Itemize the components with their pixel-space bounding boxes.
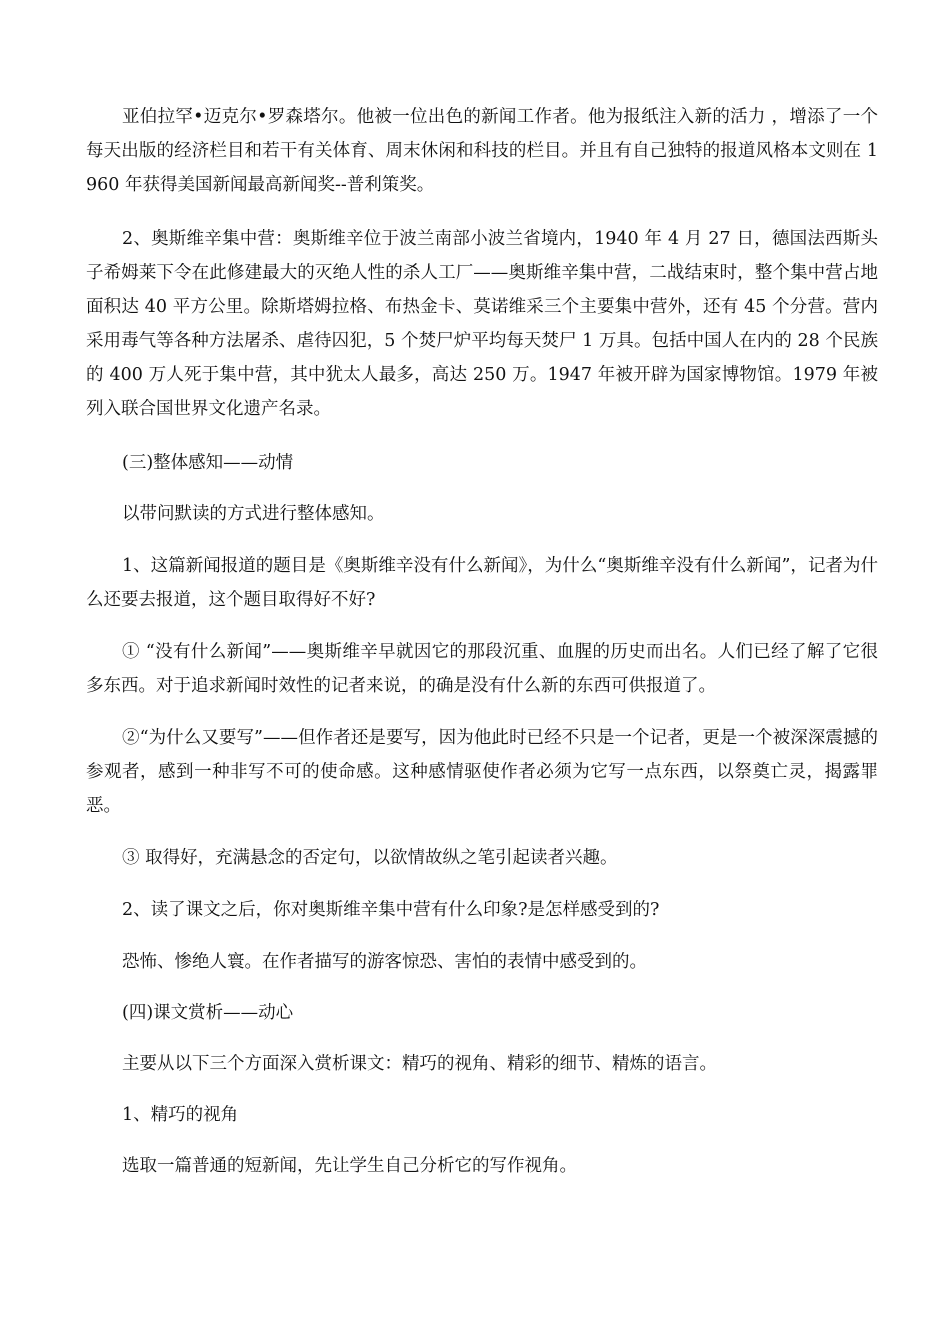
paragraph-appreciation-overview: 主要从以下三个方面深入赏析课文：精巧的视角、精彩的细节、精炼的语言。 bbox=[122, 1054, 717, 1074]
paragraph-reading-method: 以带问默读的方式进行整体感知。 bbox=[122, 504, 385, 524]
question-1: 1、这篇新闻报道的题目是《奥斯维辛没有什么新闻》，为什么“奥斯维辛没有什么新闻”，记者为什么还要去报道，这个题目取得好不好? bbox=[86, 556, 878, 610]
answer-1-point-2: ②“为什么又要写”——但作者还是要写，因为他此时已经不只是一个记者，更是一个被深深震撼的参观者，感到一种非写不可的使命感。这种感情驱使作者必须为它写一点东西，以祭奠亡灵，揭露罪恶。 bbox=[86, 728, 878, 816]
subheading-perspective: 1、精巧的视角 bbox=[122, 1105, 239, 1125]
answer-2: 恐怖、惨绝人寰。在作者描写的游客惊恐、害怕的表情中感受到的。 bbox=[122, 952, 647, 972]
answer-1-point-3: ③ 取得好，充满悬念的否定句，以欲情故纵之笔引起读者兴趣。 bbox=[122, 848, 618, 868]
paragraph-perspective-activity: 选取一篇普通的短新闻，先让学生自己分析它的写作视角。 bbox=[122, 1156, 577, 1176]
paragraph-author-intro: 亚伯拉罕•迈克尔•罗森塔尔。他被一位出色的新闻工作者。他为报纸注入新的活力 ，增添了一个每天出版的经济栏目和若干有关体育、周末休闲和科技的栏目。并且有自己独特的报道风格本文则在 1960 年获得美国新闻最高新闻奖--普利策奖。 bbox=[86, 107, 878, 195]
paragraph-auschwitz-background: 2、奥斯维辛集中营：奥斯维辛位于波兰南部小波兰省境内，1940 年 4 月 27 日，德国法西斯头子希姆莱下令在此修建最大的灭绝人性的杀人工厂——奥斯维辛集中营，二战结束时，整个集中营占地面积达 40 平方公里。除斯塔姆拉格、布热金卡、莫诺维采三个主要集中营外，还有 45 个分营。营内采用毒气等各种方法屠杀、虐待囚犯，5 个焚尸炉平均每天焚尸 1 万具。包括中国人在内的 28 个民族的 400 万人死于集中营，其中犹太人最多，高达 250 万。1947 年被开辟为国家博物馆。1979 年被列入联合国世界文化遗产名录。 bbox=[86, 229, 878, 419]
answer-1-point-1: ① “没有什么新闻”——奥斯维辛早就因它的那段沉重、血腥的历史而出名。人们已经了解了它很多东西。对于追求新闻时效性的记者来说，的确是没有什么新的东西可供报道了。 bbox=[86, 642, 878, 696]
section-heading-text-appreciation: (四)课文赏析——动心 bbox=[122, 1003, 294, 1023]
question-2: 2、读了课文之后，你对奥斯维辛集中营有什么印象?是怎样感受到的? bbox=[122, 900, 660, 920]
section-heading-overall-perception: (三)整体感知——动情 bbox=[122, 453, 294, 473]
document-page bbox=[86, 100, 878, 1183]
